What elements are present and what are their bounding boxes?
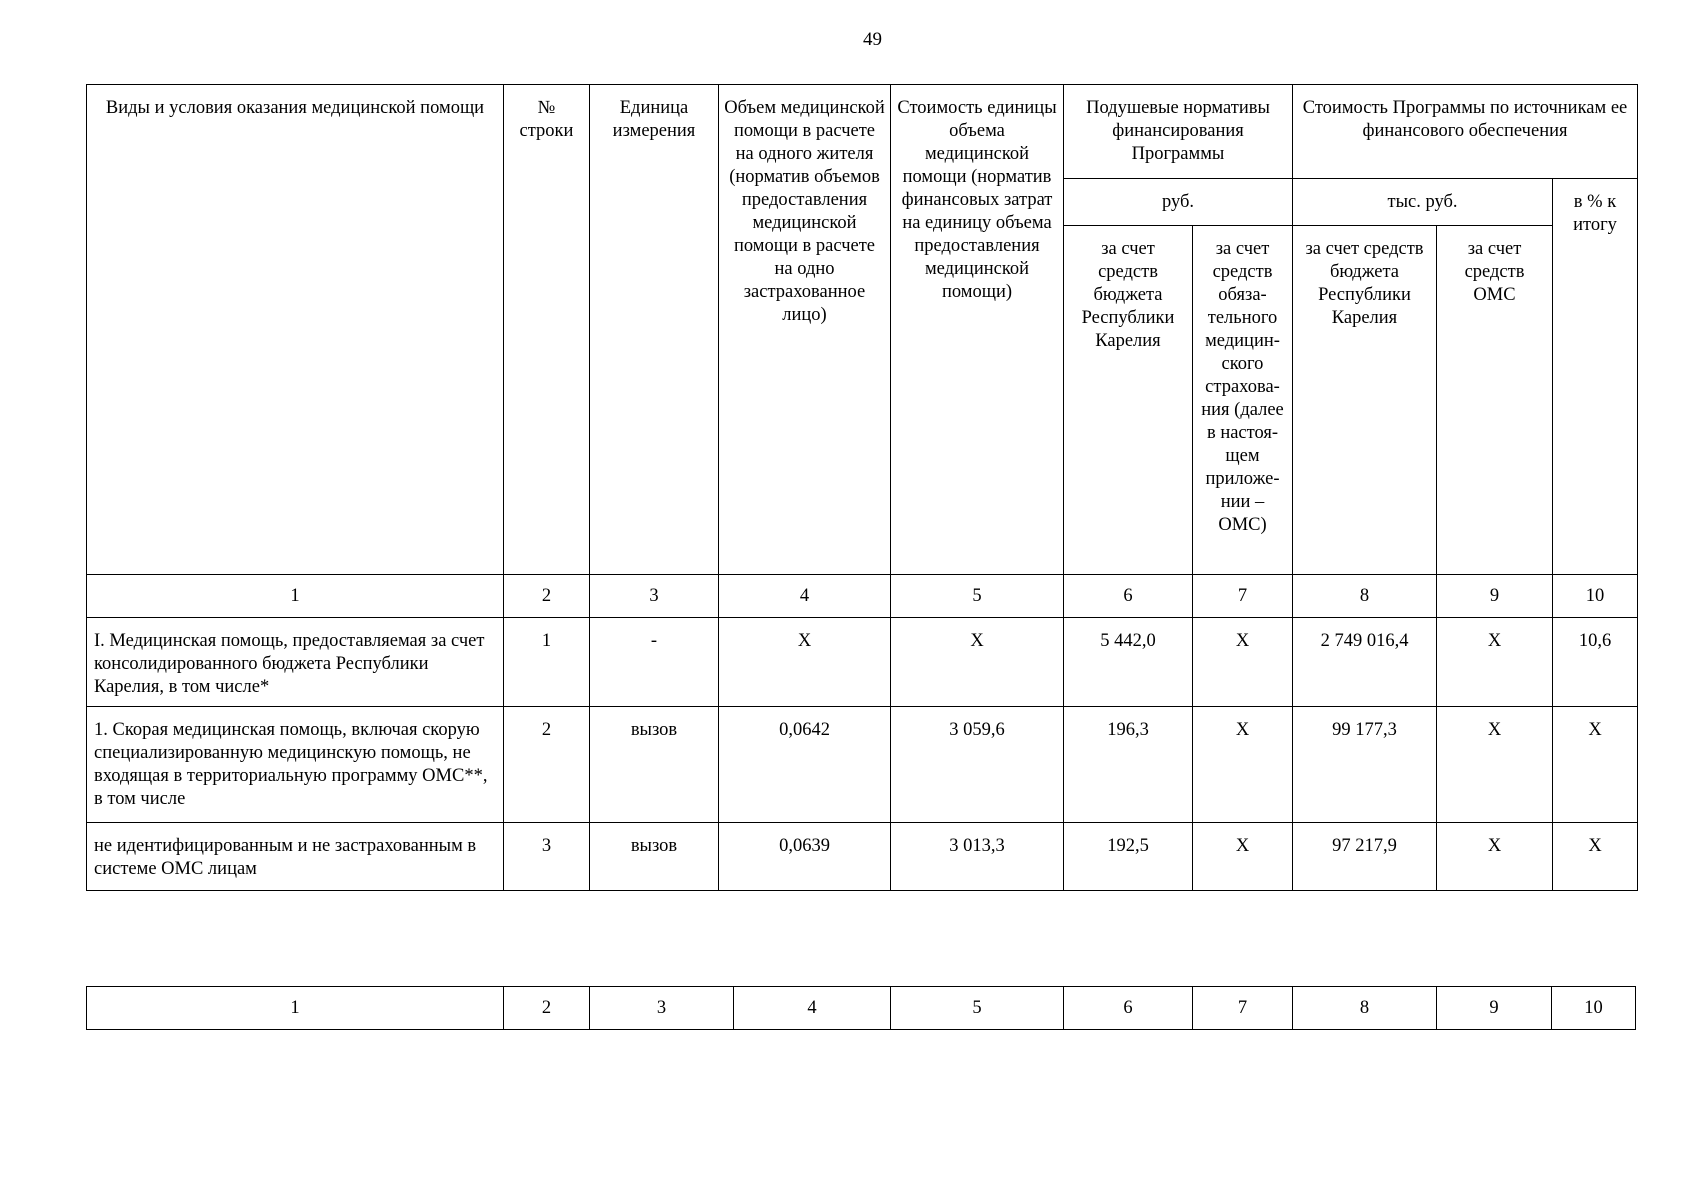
volume: 0,0639 [719,823,891,891]
column-number: 1 [87,987,504,1030]
column-number: 9 [1437,575,1553,618]
header-cost-oms: за счет средств ОМС [1437,226,1553,575]
column-number: 10 [1552,987,1636,1030]
page-number: 49 [863,29,882,50]
column-number: 7 [1193,987,1293,1030]
header-unit: Единица измерения [590,85,719,575]
unit-cost: 3 013,3 [891,823,1064,891]
column-number: 1 [87,575,504,618]
column-number: 8 [1293,575,1437,618]
cost-budget: 2 749 016,4 [1293,618,1437,707]
header-volume: Объем медицинской помощи в расчете на одного жителя (норматив объемов предоставления медицинской помощи в расчете на одно застрахованное лицо) [719,85,891,575]
table-row [87,707,1638,823]
per-capita-budget: 5 442,0 [1064,618,1193,707]
header-unit-cost: Стоимость единицы объема медицинской помощи (норматив финансовых затрат на единицу объема предоставления медицинской помощи) [891,85,1064,575]
table-row [87,618,1638,707]
column-number: 2 [504,987,590,1030]
header-unit-thousand-rub: тыс. руб. [1293,179,1553,226]
care-type-name: I. Медицинская помощь, предоставляемая за счет консолидированного бюджета Республики Карелия, в том числе* [87,618,504,707]
column-number: 6 [1064,575,1193,618]
unit: вызов [590,707,719,823]
header-percapita-oms: за счет средств обяза-тельного медицин-ского страхова-ния (далее в настоя-щем приложе-нии – ОМС) [1193,226,1293,575]
header-care-types: Виды и условия оказания медицинской помощи [87,85,504,575]
unit: вызов [590,823,719,891]
program-cost-table [86,84,1638,891]
column-number: 3 [590,575,719,618]
per-capita-oms: Х [1193,618,1293,707]
column-number: 10 [1553,575,1638,618]
care-type-name: не идентифицированным и не застрахованным в системе ОМС лицам [87,823,504,891]
column-number: 7 [1193,575,1293,618]
header-percapita-budget: за счет средств бюджета Республики Карелия [1064,226,1193,575]
care-type-name: 1. Скорая медицинская помощь, включая скорую специализированную медицинскую помощь, не входящая в территориальную программу ОМС**, в том числе [87,707,504,823]
column-number: 9 [1437,987,1552,1030]
header-unit-rub: руб. [1064,179,1293,226]
column-number: 8 [1293,987,1437,1030]
per-capita-budget: 196,3 [1064,707,1193,823]
repeated-column-number-header [86,986,1636,1030]
header-per-capita-group: Подушевые нормативы финансирования Программы [1064,85,1293,179]
percent-of-total: Х [1553,707,1638,823]
column-number: 5 [891,987,1064,1030]
header-line-number: № строки [504,85,590,575]
volume: Х [719,618,891,707]
cost-oms: Х [1437,707,1553,823]
header-cost-budget: за счет средств бюджета Республики Карелия [1293,226,1437,575]
cost-budget: 99 177,3 [1293,707,1437,823]
percent-of-total: Х [1553,823,1638,891]
per-capita-budget: 192,5 [1064,823,1193,891]
per-capita-oms: Х [1193,823,1293,891]
column-number: 4 [719,575,891,618]
cost-budget: 97 217,9 [1293,823,1437,891]
column-number-row [87,987,1636,1030]
header-percent-total: в % к итогу [1553,179,1638,575]
cost-oms: Х [1437,618,1553,707]
volume: 0,0642 [719,707,891,823]
unit-cost: 3 059,6 [891,707,1064,823]
line-number: 2 [504,707,590,823]
cost-oms: Х [1437,823,1553,891]
table-row [87,823,1638,891]
unit-cost: Х [891,618,1064,707]
header-cost-group: Стоимость Программы по источникам ее финансового обеспечения [1293,85,1638,179]
column-number: 5 [891,575,1064,618]
unit: - [590,618,719,707]
column-number: 3 [590,987,734,1030]
per-capita-oms: Х [1193,707,1293,823]
line-number: 3 [504,823,590,891]
column-number: 6 [1064,987,1193,1030]
percent-of-total: 10,6 [1553,618,1638,707]
line-number: 1 [504,618,590,707]
column-number: 4 [734,987,891,1030]
column-number: 2 [504,575,590,618]
column-number-row [87,575,1638,618]
